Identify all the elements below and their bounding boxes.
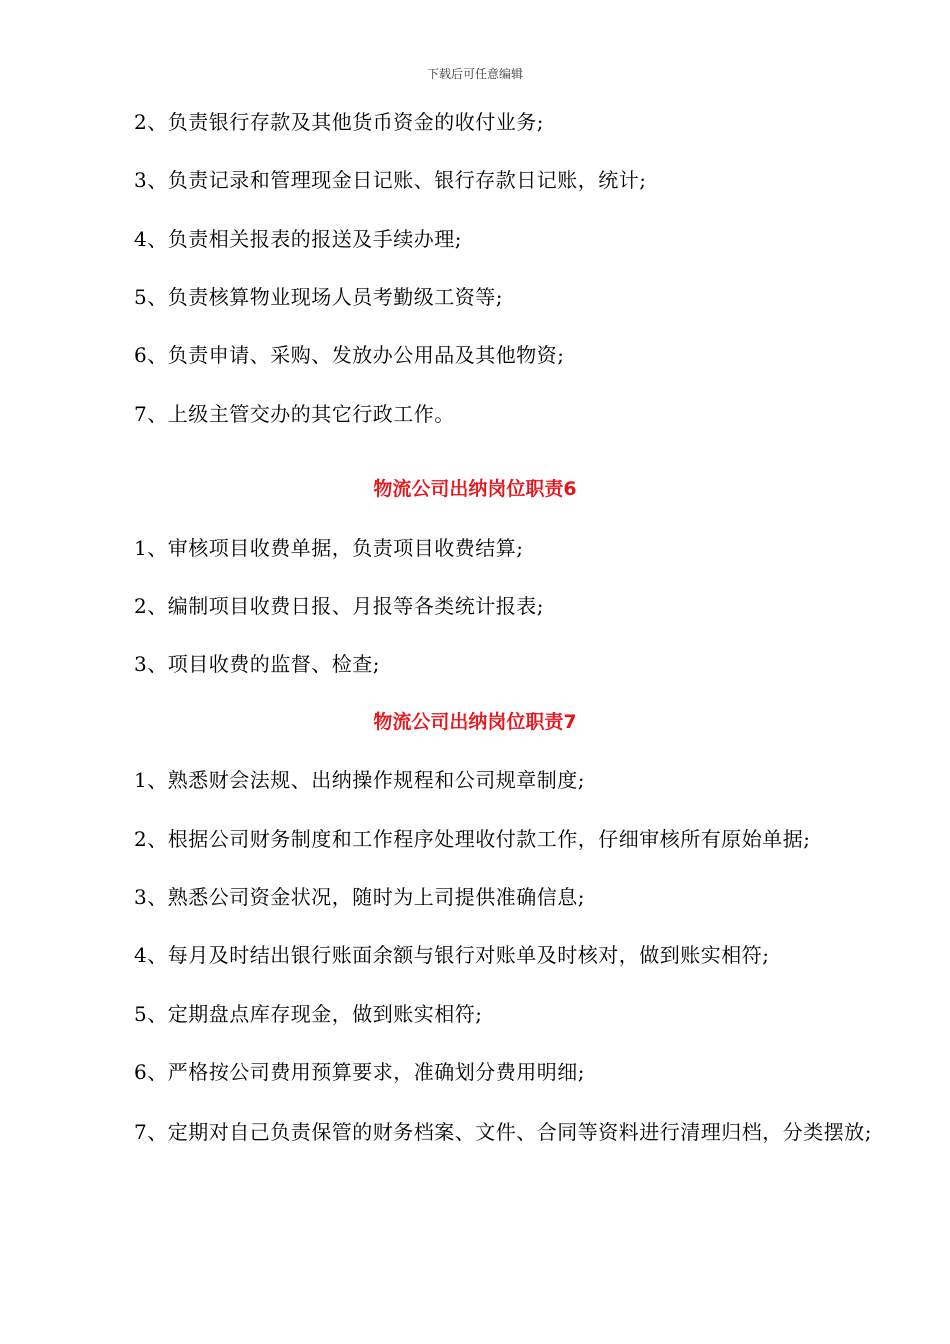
list-item: 2、负责银行存款及其他货币资金的收付业务; xyxy=(134,110,544,134)
page-header-note: 下载后可任意编辑 xyxy=(426,67,523,81)
section-heading-6: 物流公司出纳岗位职责6 xyxy=(373,478,577,500)
section-heading-7: 物流公司出纳岗位职责7 xyxy=(373,711,577,733)
list-item: 4、每月及时结出银行账面余额与银行对账单及时核对，做到账实相符; xyxy=(134,943,770,967)
list-item: 7、定期对自己负责保管的财务档案、文件、合同等资料进行清理归档，分类摆放; xyxy=(134,1120,872,1144)
list-item: 3、项目收费的监督、检查; xyxy=(134,652,380,676)
list-item: 4、负责相关报表的报送及手续办理; xyxy=(134,227,462,251)
list-item: 1、审核项目收费单据，负责项目收费结算; xyxy=(134,536,524,560)
list-item: 5、定期盘点库存现金，做到账实相符; xyxy=(134,1002,483,1026)
list-item: 1、熟悉财会法规、出纳操作规程和公司规章制度; xyxy=(134,768,585,792)
list-item: 5、负责核算物业现场人员考勤级工资等; xyxy=(134,285,503,309)
list-item: 2、根据公司财务制度和工作程序处理收付款工作，仔细审核所有原始单据; xyxy=(134,827,811,851)
list-item: 7、上级主管交办的其它行政工作。 xyxy=(134,402,455,426)
list-item: 6、负责申请、采购、发放办公用品及其他物资; xyxy=(134,343,565,367)
list-item: 6、严格按公司费用预算要求，准确划分费用明细; xyxy=(134,1060,585,1084)
list-item: 3、熟悉公司资金状况，随时为上司提供准确信息; xyxy=(134,885,585,909)
list-item: 2、编制项目收费日报、月报等各类统计报表; xyxy=(134,594,544,618)
list-item: 3、负责记录和管理现金日记账、银行存款日记账，统计; xyxy=(134,168,647,192)
